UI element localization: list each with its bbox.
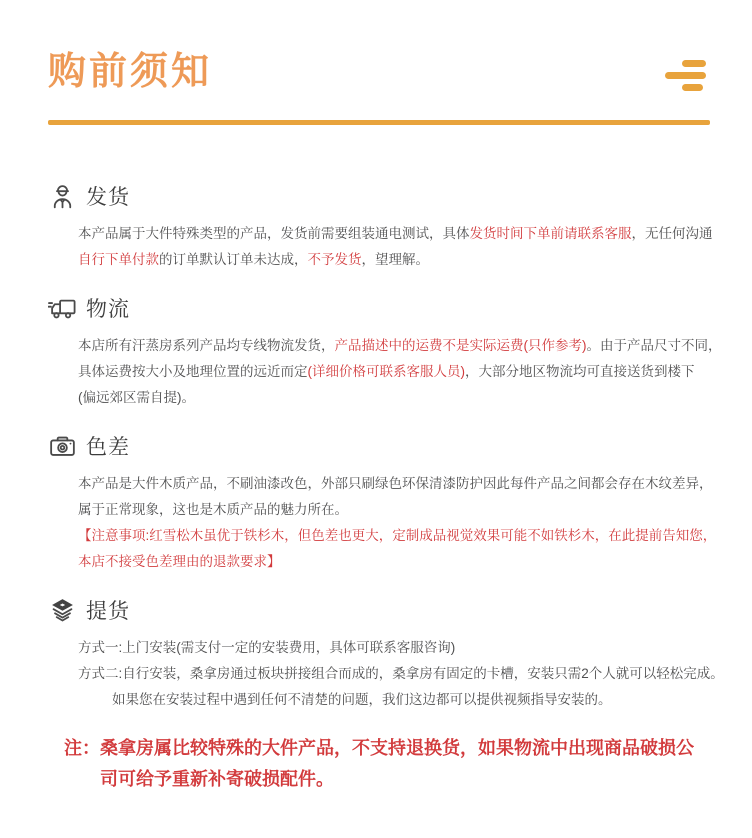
text-line: 属于正常现象，这也是木质产品的魅力所在。 [78, 502, 348, 517]
section-shipping-body [48, 221, 713, 273]
menu-lines-icon [665, 60, 706, 91]
section-logistics-title: 物流 [86, 298, 130, 321]
section-color-difference-header [48, 431, 710, 461]
section-logistics-header [48, 293, 710, 323]
text-line: (偏远郊区需自提)。 [78, 390, 195, 405]
text-line: 本店所有汗蒸房系列产品均专线物流发货，产品描述中的运费不是实际运费(只作参考)。由于产品尺寸不同， [78, 338, 722, 353]
text-line: 本产品是大件木质产品，不刷油漆改色，外部只刷绿色环保清漆防护因此每件产品之间都会存在木纹差异， [78, 476, 713, 491]
section-pickup [48, 595, 724, 713]
text-line: 方式一:上门安装(需支付一定的安装费用，具体可联系客服咨询) [78, 640, 456, 655]
footer-note-body [100, 733, 694, 795]
text-line: 本店不接受色差理由的退款要求】 [78, 554, 281, 569]
section-shipping [48, 181, 713, 273]
text-line: 方式二:自行安装，桑拿房通过板块拼接组合而成的，桑拿房有固定的卡槽，安装只需2个人就可以轻松完成。 [78, 666, 724, 681]
text-line: 如果您在安装过程中遇到任何不清楚的问题，我们这边都可以提供视频指导安装的。 [112, 692, 612, 707]
courier-icon [48, 182, 77, 211]
footer-note [48, 733, 710, 795]
text-line: 本产品属于大件特殊类型的产品，发货前需要组装通电测试，具体发货时间下单前请联系客服，无任何沟通 [78, 226, 713, 241]
truck-icon [48, 294, 77, 323]
section-shipping-header [48, 181, 710, 211]
layers-icon [48, 596, 77, 625]
footer-note-prefix: 注： [64, 738, 100, 758]
page-title: 购前须知 [48, 51, 213, 93]
page-header [48, 50, 710, 94]
section-pickup-body [48, 635, 724, 713]
section-shipping-title: 发货 [86, 186, 130, 209]
text-line: 自行下单付款的订单默认订单未达成，不予发货，望理解。 [78, 252, 429, 267]
section-pickup-header [48, 595, 710, 625]
section-color-difference [48, 431, 717, 575]
text-line: 【注意事项:红雪松木虽优于铁杉木，但色差也更大，定制成品视觉效果可能不如铁杉木，在此提前告知您， [78, 528, 717, 543]
section-logistics-body [48, 333, 722, 411]
section-pickup-title: 提货 [86, 600, 130, 623]
text-line: 桑拿房属比较特殊的大件产品，不支持退换货，如果物流中出现商品破损公 [100, 738, 694, 758]
camera-icon [48, 432, 77, 461]
section-color-difference-title: 色差 [86, 436, 130, 459]
text-line: 司可给予重新补寄破损配件。 [100, 769, 334, 789]
text-line: 具体运费按大小及地理位置的远近而定(详细价格可联系客服人员)，大部分地区物流均可直接送货到楼下 [78, 364, 695, 379]
section-color-difference-body [48, 471, 717, 575]
header-divider [48, 120, 710, 125]
section-logistics [48, 293, 722, 411]
